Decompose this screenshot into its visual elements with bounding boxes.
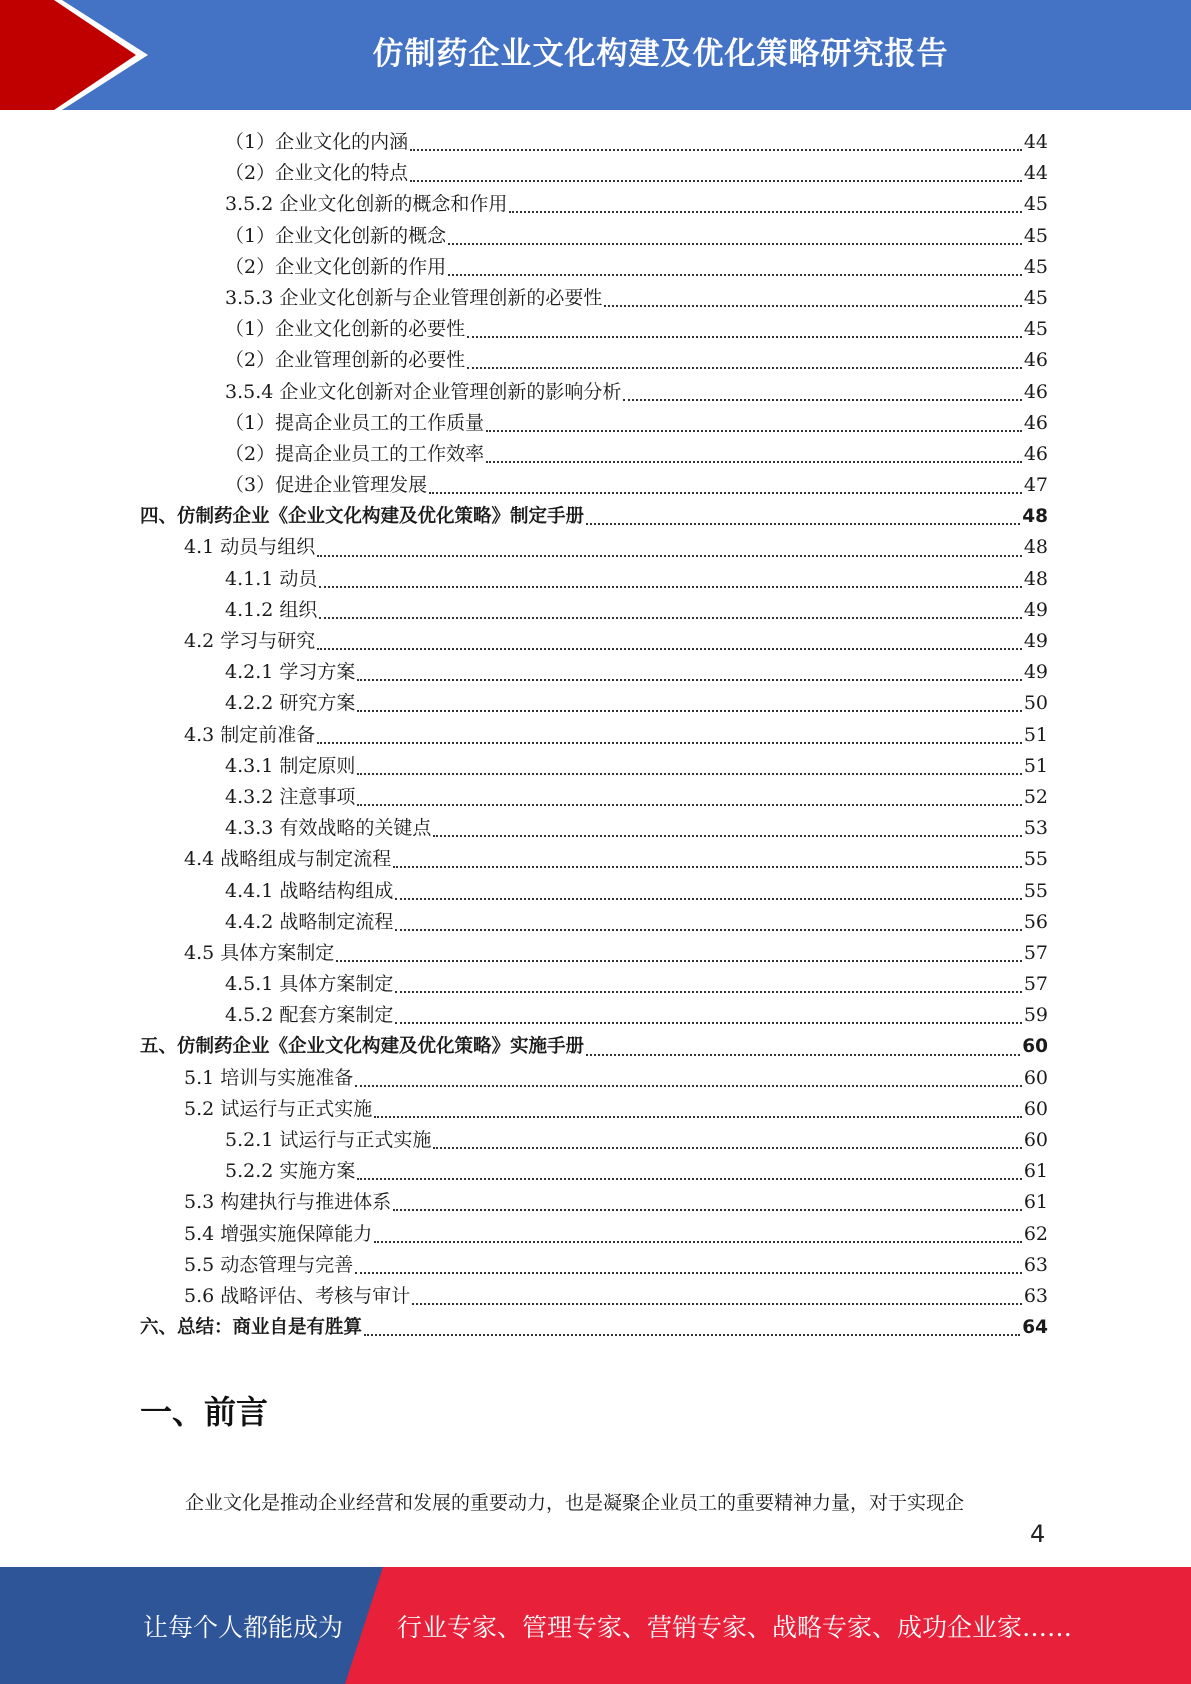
toc-entry-page: 60 [1022,1036,1048,1058]
toc-entry-title: 4.4 战略组成与制定流程 [184,848,392,871]
toc-entry-page: 53 [1023,817,1048,840]
toc-entry-page: 61 [1023,1191,1048,1214]
toc-entry-page: 48 [1023,567,1048,590]
toc-entry-page: 46 [1023,411,1048,434]
document-title: 仿制药企业文化构建及优化策略研究报告 [372,36,949,72]
toc-entry-title: 4.1 动员与组织 [184,536,316,559]
toc-entry-page: 45 [1023,286,1048,309]
toc-entry[interactable] [140,439,1048,470]
toc-entry[interactable] [140,688,1048,719]
toc-entry-page: 57 [1023,973,1048,996]
page-footer [0,1567,1191,1684]
toc-entry[interactable] [140,221,1048,252]
body-paragraph: 企业文化是推动企业经营和发展的重要动力，也是凝聚企业员工的重要精神力量，对于实现企 [185,1492,965,1514]
toc-dot-leader [395,928,1021,931]
toc-entry[interactable] [140,189,1048,220]
toc-entry[interactable] [140,470,1048,501]
toc-entry-page: 51 [1023,723,1048,746]
toc-entry-page: 46 [1023,380,1048,403]
toc-entry-page: 56 [1023,910,1048,933]
toc-dot-leader [364,1333,1020,1336]
toc-entry-page: 48 [1022,506,1048,528]
toc-entry-title: （2）企业管理创新的必要性 [225,349,466,372]
toc-entry[interactable] [140,969,1048,1000]
toc-entry-page: 63 [1023,1253,1048,1276]
toc-entry[interactable] [140,1156,1048,1187]
toc-dot-leader [357,803,1021,806]
toc-dot-leader [433,834,1021,837]
toc-dot-leader [486,460,1022,463]
toc-dot-leader [393,1208,1022,1211]
toc-entry[interactable] [140,907,1048,938]
toc-entry-title: 5.2.2 实施方案 [225,1160,356,1183]
toc-entry-title: 4.3.3 有效战略的关键点 [225,817,432,840]
toc-dot-leader [395,1021,1021,1024]
toc-entry-title: （1）企业文化创新的必要性 [225,318,466,341]
toc-dot-leader [355,1271,1022,1274]
toc-dot-leader [604,304,1021,307]
toc-dot-leader [374,1115,1022,1118]
toc-dot-leader [586,522,1020,525]
toc-entry-page: 47 [1023,474,1048,497]
toc-entry-title: 5.5 动态管理与完善 [184,1253,354,1276]
toc-entry[interactable] [140,564,1048,595]
toc-entry-title: 3.5.3 企业文化创新与企业管理创新的必要性 [225,286,603,309]
toc-entry-page: 46 [1023,442,1048,465]
toc-entry-page: 59 [1023,1004,1048,1027]
toc-entry-page: 45 [1023,224,1048,247]
toc-entry-title: 4.3 制定前准备 [184,723,316,746]
toc-dot-leader [509,210,1021,213]
toc-entry-page: 62 [1023,1222,1048,1245]
footer-slogan-left: 让每个人都能成为 [143,1613,344,1642]
toc-entry[interactable] [140,377,1048,408]
toc-entry[interactable] [140,345,1048,376]
toc-entry[interactable] [140,408,1048,439]
toc-dot-leader [355,1084,1022,1087]
toc-entry-page: 50 [1023,692,1048,715]
toc-entry[interactable] [140,1063,1048,1094]
table-of-contents [140,127,1048,1343]
toc-entry-title: （1）企业文化的内涵 [225,131,409,153]
toc-entry-title: 4.2.1 学习方案 [225,661,356,684]
toc-entry-title: 4.2 学习与研究 [184,630,316,652]
page-number: 4 [1030,1520,1046,1548]
toc-dot-leader [336,959,1022,962]
toc-entry[interactable] [140,813,1048,844]
toc-dot-leader [357,1177,1021,1180]
toc-entry-title: 4.1.1 动员 [225,567,318,590]
page-header [0,0,1191,110]
toc-entry[interactable] [140,626,1048,657]
toc-entry-title: 4.2.2 研究方案 [225,692,356,715]
toc-entry-title: 5.6 战略评估、考核与审计 [184,1284,411,1307]
toc-dot-leader [623,398,1021,401]
toc-entry-title: 4.3.1 制定原则 [225,754,356,777]
toc-dot-leader [433,1146,1021,1149]
toc-entry-title: （1）提高企业员工的工作质量 [225,411,485,434]
toc-entry-title: （3）促进企业管理发展 [225,474,428,497]
toc-entry[interactable] [140,1094,1048,1125]
toc-dot-leader [410,179,1022,182]
toc-dot-leader [410,148,1022,151]
toc-entry[interactable] [140,876,1048,907]
toc-entry[interactable] [140,1219,1048,1250]
toc-entry[interactable] [140,1187,1048,1218]
toc-entry-page: 55 [1023,879,1048,902]
toc-entry-title: 六、总结：商业自是有胜算 [140,1317,363,1339]
toc-entry[interactable] [140,938,1048,969]
toc-dot-leader [448,242,1022,245]
section-heading: 一、前言 [140,1393,269,1431]
toc-entry-title: （2）企业文化的特点 [225,162,409,185]
toc-entry-page: 52 [1023,785,1048,808]
toc-entry[interactable] [140,782,1048,813]
toc-entry-title: 3.5.4 企业文化创新对企业管理创新的影响分析 [225,380,622,403]
toc-entry-page: 49 [1023,661,1048,684]
toc-entry-page: 63 [1023,1284,1048,1307]
toc-entry-title: 5.2.1 试运行与正式实施 [225,1129,432,1151]
toc-entry[interactable] [140,1031,1048,1062]
toc-dot-leader [317,741,1022,744]
toc-entry-title: 5.4 增强实施保障能力 [184,1222,373,1245]
toc-entry-page: 60 [1023,1066,1048,1089]
toc-entry-page: 57 [1023,941,1048,964]
toc-entry-title: 5.3 构建执行与推进体系 [184,1191,392,1214]
toc-entry-page: 55 [1023,848,1048,871]
toc-entry-title: 4.5.2 配套方案制定 [225,1004,394,1027]
toc-entry-page: 45 [1023,193,1048,216]
toc-dot-leader [357,709,1021,712]
toc-entry-page: 49 [1023,598,1048,621]
toc-dot-leader [319,585,1021,588]
toc-entry[interactable] [140,501,1048,532]
footer-slogan-right: 行业专家、管理专家、营销专家、战略专家、成功企业家…… [397,1613,1073,1642]
toc-dot-leader [317,647,1022,650]
toc-entry-title: 4.5 具体方案制定 [184,941,335,964]
toc-entry-page: 44 [1023,131,1048,153]
toc-entry[interactable] [140,844,1048,875]
toc-entry-title: 5.1 培训与实施准备 [184,1066,354,1089]
toc-dot-leader [467,366,1022,369]
toc-dot-leader [467,335,1022,338]
toc-entry-title: 4.3.2 注意事项 [225,785,356,808]
toc-entry-page: 49 [1023,630,1048,652]
toc-entry[interactable] [140,314,1048,345]
toc-entry-page: 60 [1023,1129,1048,1151]
toc-entry[interactable] [140,158,1048,189]
toc-dot-leader [393,865,1022,868]
toc-entry[interactable] [140,720,1048,751]
toc-dot-leader [429,491,1022,494]
toc-entry[interactable] [140,1000,1048,1031]
toc-entry[interactable] [140,1312,1048,1343]
toc-dot-leader [412,1302,1022,1305]
toc-entry-page: 45 [1023,255,1048,278]
toc-entry-page: 46 [1023,349,1048,372]
toc-entry-title: 四、仿制药企业《企业文化构建及优化策略》制定手册 [140,506,585,528]
toc-dot-leader [395,897,1021,900]
toc-dot-leader [486,429,1022,432]
toc-entry-title: 4.4.1 战略结构组成 [225,879,394,902]
toc-entry-title: 4.5.1 具体方案制定 [225,973,394,996]
toc-entry-page: 44 [1023,162,1048,185]
toc-entry[interactable] [140,252,1048,283]
toc-entry-title: 4.4.2 战略制定流程 [225,910,394,933]
toc-entry-title: 3.5.2 企业文化创新的概念和作用 [225,193,508,216]
toc-entry[interactable] [140,1281,1048,1312]
toc-dot-leader [357,772,1021,775]
toc-dot-leader [395,990,1021,993]
toc-entry[interactable] [140,283,1048,314]
toc-entry[interactable] [140,657,1048,688]
toc-entry-title: 五、仿制药企业《企业文化构建及优化策略》实施手册 [140,1036,585,1058]
toc-entry-page: 61 [1023,1160,1048,1183]
toc-dot-leader [357,678,1021,681]
toc-entry[interactable] [140,595,1048,626]
toc-entry-page: 60 [1023,1097,1048,1120]
toc-entry-title: （2）企业文化创新的作用 [225,255,447,278]
toc-entry-title: （1）企业文化创新的概念 [225,224,447,247]
toc-entry-page: 64 [1022,1317,1048,1339]
toc-entry-title: 5.2 试运行与正式实施 [184,1097,373,1120]
toc-dot-leader [319,616,1021,619]
toc-entry-title: （2）提高企业员工的工作效率 [225,442,485,465]
toc-entry[interactable] [140,532,1048,563]
toc-entry[interactable] [140,1125,1048,1156]
toc-dot-leader [448,273,1022,276]
toc-entry-page: 51 [1023,754,1048,777]
toc-entry-page: 45 [1023,318,1048,341]
toc-dot-leader [586,1053,1020,1056]
toc-entry[interactable] [140,1250,1048,1281]
toc-entry[interactable] [140,751,1048,782]
toc-dot-leader [374,1240,1022,1243]
toc-entry[interactable] [140,127,1048,158]
toc-dot-leader [317,554,1022,557]
toc-entry-title: 4.1.2 组织 [225,598,318,621]
toc-entry-page: 48 [1023,536,1048,559]
